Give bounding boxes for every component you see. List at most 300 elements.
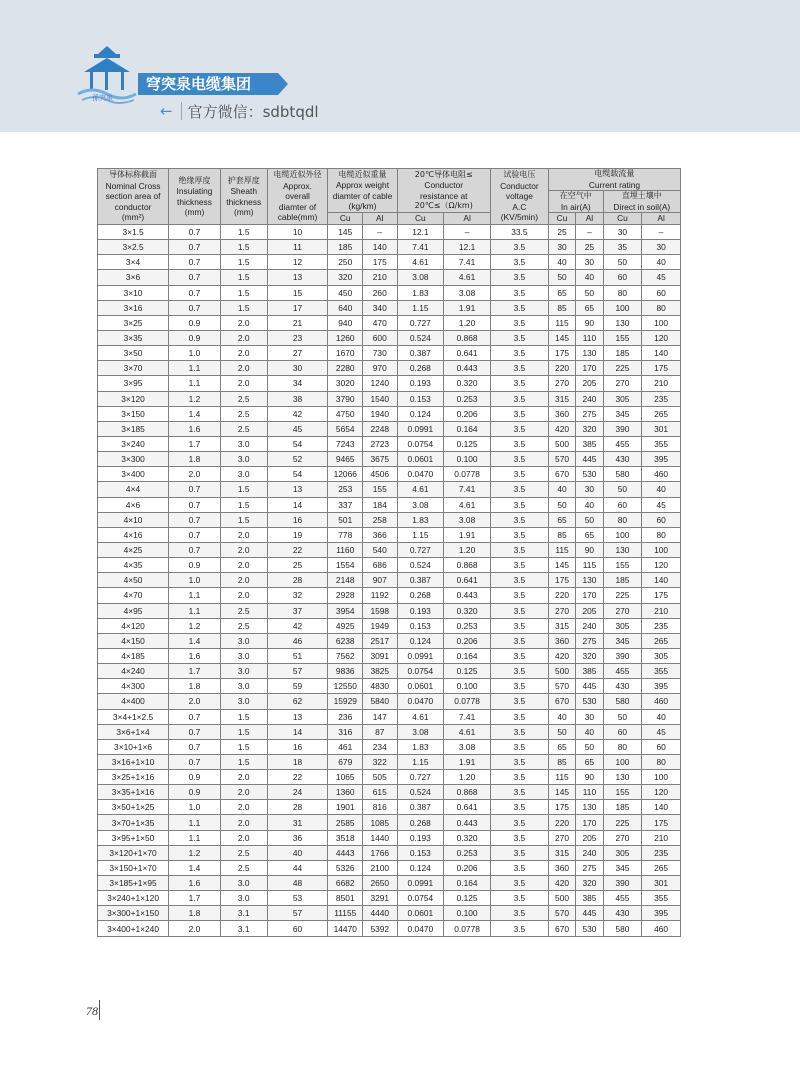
- table-cell: 3×400+1×240: [98, 921, 169, 936]
- table-cell: 3.5: [490, 542, 548, 557]
- table-cell: 0.7: [169, 300, 221, 315]
- table-cell: 4×10: [98, 512, 169, 527]
- table-cell: 0.124: [397, 406, 444, 421]
- table-cell: 1.5: [220, 285, 267, 300]
- table-cell: 1.91: [444, 300, 491, 315]
- table-cell: 45: [642, 497, 681, 512]
- table-cell: 140: [363, 240, 398, 255]
- table-cell: 3.1: [220, 921, 267, 936]
- table-cell: 16: [267, 512, 328, 527]
- table-cell: 60: [603, 724, 642, 739]
- table-cell: 3.0: [220, 633, 267, 648]
- table-cell: 3.5: [490, 664, 548, 679]
- table-row: [98, 633, 681, 648]
- table-cell: 175: [548, 346, 575, 361]
- table-cell: 0.268: [397, 815, 444, 830]
- table-cell: 4925: [328, 618, 363, 633]
- table-cell: 420: [548, 421, 575, 436]
- table-cell: 4×120: [98, 618, 169, 633]
- table-cell: 4×300: [98, 679, 169, 694]
- table-cell: 115: [576, 558, 603, 573]
- table-cell: 2.0: [220, 361, 267, 376]
- page-header: [0, 0, 800, 132]
- table-cell: 59: [267, 679, 328, 694]
- table-cell: 100: [642, 770, 681, 785]
- table-row: [98, 664, 681, 679]
- table-cell: 530: [576, 467, 603, 482]
- table-cell: 210: [642, 376, 681, 391]
- table-cell: 3.5: [490, 906, 548, 921]
- table-cell: 0.153: [397, 391, 444, 406]
- table-cell: 4×400: [98, 694, 169, 709]
- table-cell: 3.5: [490, 648, 548, 663]
- table-cell: 120: [642, 330, 681, 345]
- table-cell: 580: [603, 467, 642, 482]
- table-cell: 337: [328, 497, 363, 512]
- table-cell: 395: [642, 452, 681, 467]
- table-cell: 3.5: [490, 754, 548, 769]
- table-cell: 80: [642, 754, 681, 769]
- table-cell: 100: [642, 315, 681, 330]
- table-row: [98, 573, 681, 588]
- table-row: [98, 497, 681, 512]
- table-cell: 3×16+1×10: [98, 754, 169, 769]
- table-cell: 40: [576, 270, 603, 285]
- table-cell: 0.7: [169, 754, 221, 769]
- table-cell: 40: [576, 497, 603, 512]
- table-cell: 0.0778: [444, 921, 491, 936]
- table-cell: 0.0470: [397, 694, 444, 709]
- header-test-voltage: 试验电压 Conductor voltage A.C (KV/5min): [490, 169, 548, 225]
- table-cell: 4506: [363, 467, 398, 482]
- table-cell: 90: [576, 770, 603, 785]
- table-cell: 9836: [328, 664, 363, 679]
- table-cell: 3.08: [397, 497, 444, 512]
- header-current-rating: 电缆载流量 Current rating: [548, 169, 680, 191]
- table-cell: 3.5: [490, 694, 548, 709]
- table-cell: 3954: [328, 603, 363, 618]
- table-cell: 3.0: [220, 679, 267, 694]
- table-cell: 3020: [328, 376, 363, 391]
- table-cell: 0.124: [397, 633, 444, 648]
- table-cell: 3.5: [490, 497, 548, 512]
- table-cell: 3×1.5: [98, 225, 169, 240]
- table-cell: 100: [603, 754, 642, 769]
- table-cell: 0.9: [169, 785, 221, 800]
- table-cell: 36: [267, 830, 328, 845]
- table-cell: 17: [267, 300, 328, 315]
- table-cell: 1.0: [169, 800, 221, 815]
- table-cell: 0.0601: [397, 906, 444, 921]
- table-cell: 270: [603, 603, 642, 618]
- table-cell: 16: [267, 739, 328, 754]
- table-cell: 57: [267, 664, 328, 679]
- table-cell: 450: [328, 285, 363, 300]
- table-cell: 3.5: [490, 921, 548, 936]
- table-cell: 28: [267, 800, 328, 815]
- table-cell: 3.5: [490, 240, 548, 255]
- table-cell: 1.2: [169, 391, 221, 406]
- table-cell: 13: [267, 270, 328, 285]
- table-cell: 2.5: [220, 618, 267, 633]
- table-cell: 30: [603, 225, 642, 240]
- table-cell: 0.868: [444, 330, 491, 345]
- table-cell: 1192: [363, 588, 398, 603]
- table-cell: 0.9: [169, 315, 221, 330]
- table-cell: 1.6: [169, 648, 221, 663]
- table-cell: 1.4: [169, 406, 221, 421]
- table-cell: 46: [267, 633, 328, 648]
- table-cell: 1.4: [169, 860, 221, 875]
- table-cell: 22: [267, 542, 328, 557]
- table-cell: 455: [603, 891, 642, 906]
- table-cell: 2.0: [220, 315, 267, 330]
- table-cell: 0.0754: [397, 436, 444, 451]
- table-cell: 3.08: [444, 285, 491, 300]
- table-cell: 6682: [328, 876, 363, 891]
- table-cell: 1.0: [169, 573, 221, 588]
- table-cell: 145: [548, 558, 575, 573]
- table-cell: 30: [576, 482, 603, 497]
- table-cell: 3.5: [490, 391, 548, 406]
- arrow-left-icon: ←: [160, 102, 173, 120]
- table-cell: 3×185+1×95: [98, 876, 169, 891]
- table-cell: 3.5: [490, 315, 548, 330]
- table-cell: 3.5: [490, 618, 548, 633]
- header-cu: Cu: [397, 213, 444, 225]
- table-cell: 1.91: [444, 754, 491, 769]
- table-cell: 3.5: [490, 436, 548, 451]
- table-cell: 0.100: [444, 906, 491, 921]
- table-cell: 51: [267, 648, 328, 663]
- table-cell: 0.9: [169, 330, 221, 345]
- table-cell: 570: [548, 906, 575, 921]
- table-row: [98, 542, 681, 557]
- table-cell: 1.15: [397, 754, 444, 769]
- table-row: [98, 709, 681, 724]
- table-cell: 100: [642, 542, 681, 557]
- table-cell: 3×70+1×35: [98, 815, 169, 830]
- table-cell: 315: [548, 391, 575, 406]
- table-cell: 4×150: [98, 633, 169, 648]
- table-cell: 445: [576, 452, 603, 467]
- table-cell: 1.91: [444, 527, 491, 542]
- table-cell: 80: [642, 527, 681, 542]
- table-cell: 240: [576, 618, 603, 633]
- table-cell: 50: [548, 497, 575, 512]
- table-cell: 1.5: [220, 240, 267, 255]
- header-overall-diameter: 电缆近似外径 Approx. overall diamter of cable(mm): [267, 169, 328, 225]
- table-cell: 0.387: [397, 800, 444, 815]
- table-cell: 1540: [363, 391, 398, 406]
- table-cell: 4830: [363, 679, 398, 694]
- table-cell: 1.1: [169, 376, 221, 391]
- table-cell: 0.7: [169, 240, 221, 255]
- table-cell: 385: [576, 436, 603, 451]
- table-cell: 1.20: [444, 315, 491, 330]
- table-cell: 4×95: [98, 603, 169, 618]
- table-cell: 1.5: [220, 512, 267, 527]
- table-cell: 225: [603, 361, 642, 376]
- table-cell: 1160: [328, 542, 363, 557]
- table-cell: 253: [328, 482, 363, 497]
- table-cell: 0.164: [444, 876, 491, 891]
- table-cell: 140: [642, 346, 681, 361]
- table-cell: 265: [642, 406, 681, 421]
- table-cell: 0.193: [397, 830, 444, 845]
- table-cell: 3×4+1×2.5: [98, 709, 169, 724]
- table-row: [98, 648, 681, 663]
- table-cell: 3.5: [490, 860, 548, 875]
- table-cell: 2.0: [220, 588, 267, 603]
- table-row: [98, 512, 681, 527]
- table-cell: 2100: [363, 860, 398, 875]
- table-cell: 3×4: [98, 255, 169, 270]
- table-cell: 90: [576, 315, 603, 330]
- table-cell: 45: [642, 270, 681, 285]
- table-cell: 2148: [328, 573, 363, 588]
- table-cell: 5326: [328, 860, 363, 875]
- brand-title: 穹突泉电缆集团: [138, 73, 278, 95]
- table-cell: 185: [328, 240, 363, 255]
- table-row: [98, 346, 681, 361]
- table-cell: 3.08: [444, 512, 491, 527]
- table-cell: 2517: [363, 633, 398, 648]
- table-cell: 2.0: [220, 830, 267, 845]
- table-cell: 40: [548, 255, 575, 270]
- table-cell: 430: [603, 452, 642, 467]
- table-cell: 0.7: [169, 285, 221, 300]
- table-cell: 0.868: [444, 558, 491, 573]
- table-cell: 65: [576, 527, 603, 542]
- table-cell: 12550: [328, 679, 363, 694]
- table-cell: 31: [267, 815, 328, 830]
- table-cell: 3.0: [220, 891, 267, 906]
- table-cell: 460: [642, 467, 681, 482]
- table-cell: 40: [548, 482, 575, 497]
- table-cell: 130: [603, 315, 642, 330]
- table-cell: 3×2.5: [98, 240, 169, 255]
- table-cell: 320: [576, 648, 603, 663]
- table-cell: 0.206: [444, 860, 491, 875]
- header-al: Al: [642, 213, 681, 225]
- table-cell: 345: [603, 633, 642, 648]
- header-cu: Cu: [328, 213, 363, 225]
- table-cell: 28: [267, 573, 328, 588]
- table-cell: 360: [548, 406, 575, 421]
- table-cell: 40: [642, 709, 681, 724]
- table-cell: 3.5: [490, 330, 548, 345]
- table-cell: 27: [267, 346, 328, 361]
- table-cell: 1.5: [220, 709, 267, 724]
- table-cell: 3825: [363, 664, 398, 679]
- table-row: [98, 527, 681, 542]
- table-cell: 65: [548, 512, 575, 527]
- table-cell: 0.641: [444, 800, 491, 815]
- table-cell: 1949: [363, 618, 398, 633]
- table-cell: 3×150+1×70: [98, 860, 169, 875]
- table-row: [98, 815, 681, 830]
- table-row: [98, 800, 681, 815]
- table-cell: 3.5: [490, 527, 548, 542]
- table-cell: 0.193: [397, 376, 444, 391]
- table-cell: 1.5: [220, 255, 267, 270]
- table-cell: 53: [267, 891, 328, 906]
- table-cell: 0.206: [444, 406, 491, 421]
- table-cell: 210: [642, 830, 681, 845]
- table-cell: 48: [267, 876, 328, 891]
- table-cell: 11: [267, 240, 328, 255]
- table-cell: 0.320: [444, 603, 491, 618]
- table-cell: 0.0754: [397, 664, 444, 679]
- table-cell: 12.1: [397, 225, 444, 240]
- table-cell: 0.268: [397, 361, 444, 376]
- table-cell: 0.320: [444, 830, 491, 845]
- table-cell: 3×95+1×50: [98, 830, 169, 845]
- table-cell: 2.5: [220, 845, 267, 860]
- table-cell: 3790: [328, 391, 363, 406]
- table-cell: 385: [576, 891, 603, 906]
- table-cell: 42: [267, 406, 328, 421]
- table-cell: 1.5: [220, 482, 267, 497]
- table-cell: 185: [603, 573, 642, 588]
- table-cell: 390: [603, 421, 642, 436]
- table-cell: 0.7: [169, 512, 221, 527]
- table-cell: 360: [548, 633, 575, 648]
- table-cell: 0.7: [169, 542, 221, 557]
- table-cell: 4×35: [98, 558, 169, 573]
- table-cell: 355: [642, 664, 681, 679]
- table-cell: 5654: [328, 421, 363, 436]
- table-cell: 0.100: [444, 679, 491, 694]
- table-row: [98, 361, 681, 376]
- table-row: [98, 845, 681, 860]
- table-cell: 7243: [328, 436, 363, 451]
- table-cell: 50: [576, 285, 603, 300]
- table-cell: 37: [267, 603, 328, 618]
- table-cell: 0.7: [169, 709, 221, 724]
- page-number-divider: [99, 1000, 100, 1020]
- table-cell: 340: [363, 300, 398, 315]
- table-cell: 65: [576, 754, 603, 769]
- table-cell: 1.6: [169, 421, 221, 436]
- table-cell: 205: [576, 603, 603, 618]
- table-cell: 130: [576, 346, 603, 361]
- table-cell: 120: [642, 558, 681, 573]
- table-row: [98, 300, 681, 315]
- table-cell: 455: [603, 436, 642, 451]
- table-cell: 305: [603, 845, 642, 860]
- table-cell: 234: [363, 739, 398, 754]
- table-cell: 0.727: [397, 542, 444, 557]
- table-cell: 0.320: [444, 376, 491, 391]
- table-cell: 316: [328, 724, 363, 739]
- table-cell: 23: [267, 330, 328, 345]
- table-cell: 0.253: [444, 845, 491, 860]
- table-row: [98, 270, 681, 285]
- table-cell: 3.5: [490, 467, 548, 482]
- table-cell: 235: [642, 618, 681, 633]
- table-cell: 4443: [328, 845, 363, 860]
- table-cell: 2585: [328, 815, 363, 830]
- table-cell: 3.5: [490, 770, 548, 785]
- table-cell: 0.0601: [397, 452, 444, 467]
- table-cell: 45: [267, 421, 328, 436]
- table-cell: 87: [363, 724, 398, 739]
- table-cell: 0.0601: [397, 679, 444, 694]
- table-cell: 175: [642, 361, 681, 376]
- table-cell: 500: [548, 891, 575, 906]
- table-row: [98, 860, 681, 875]
- table-cell: 1.4: [169, 633, 221, 648]
- table-cell: 0.125: [444, 891, 491, 906]
- table-cell: 85: [548, 300, 575, 315]
- table-cell: 1940: [363, 406, 398, 421]
- table-cell: 530: [576, 921, 603, 936]
- table-cell: 3518: [328, 830, 363, 845]
- table-cell: 385: [576, 664, 603, 679]
- header-conductor-size: 导体标称截面 Nominal Cross section area of conductor (mm²): [98, 169, 169, 225]
- table-cell: 54: [267, 436, 328, 451]
- table-cell: 1260: [328, 330, 363, 345]
- table-row: [98, 255, 681, 270]
- table-cell: 0.443: [444, 588, 491, 603]
- table-cell: 1901: [328, 800, 363, 815]
- table-cell: 1.83: [397, 285, 444, 300]
- table-cell: 4×25: [98, 542, 169, 557]
- table-cell: 301: [642, 421, 681, 436]
- table-cell: 270: [548, 376, 575, 391]
- table-cell: 3.5: [490, 800, 548, 815]
- table-cell: 1.7: [169, 436, 221, 451]
- table-cell: 65: [576, 300, 603, 315]
- table-cell: 0.0991: [397, 421, 444, 436]
- table-cell: 220: [548, 588, 575, 603]
- table-cell: 0.7: [169, 497, 221, 512]
- table-cell: 15: [267, 285, 328, 300]
- table-cell: 460: [642, 921, 681, 936]
- table-cell: 1766: [363, 845, 398, 860]
- table-cell: 420: [548, 648, 575, 663]
- table-cell: 80: [603, 739, 642, 754]
- table-cell: 260: [363, 285, 398, 300]
- table-cell: 12066: [328, 467, 363, 482]
- table-cell: 3×6: [98, 270, 169, 285]
- table-cell: 3×95: [98, 376, 169, 391]
- table-cell: 2.0: [220, 527, 267, 542]
- table-cell: 1440: [363, 830, 398, 845]
- table-cell: 0.0754: [397, 891, 444, 906]
- header-in-soil: 直埋土壤中 Direct in soil(A): [603, 191, 680, 213]
- table-cell: 455: [603, 664, 642, 679]
- table-cell: 3.5: [490, 452, 548, 467]
- table-cell: 270: [548, 603, 575, 618]
- table-cell: 60: [642, 285, 681, 300]
- table-cell: 390: [603, 876, 642, 891]
- table-cell: 3.0: [220, 876, 267, 891]
- table-cell: 275: [576, 633, 603, 648]
- table-cell: 3.5: [490, 679, 548, 694]
- table-cell: 778: [328, 527, 363, 542]
- table-cell: 3.5: [490, 815, 548, 830]
- table-cell: 32: [267, 588, 328, 603]
- table-cell: 1.20: [444, 770, 491, 785]
- table-cell: 615: [363, 785, 398, 800]
- table-cell: 1.2: [169, 845, 221, 860]
- table-cell: 50: [603, 255, 642, 270]
- table-cell: 0.524: [397, 330, 444, 345]
- table-cell: 4750: [328, 406, 363, 421]
